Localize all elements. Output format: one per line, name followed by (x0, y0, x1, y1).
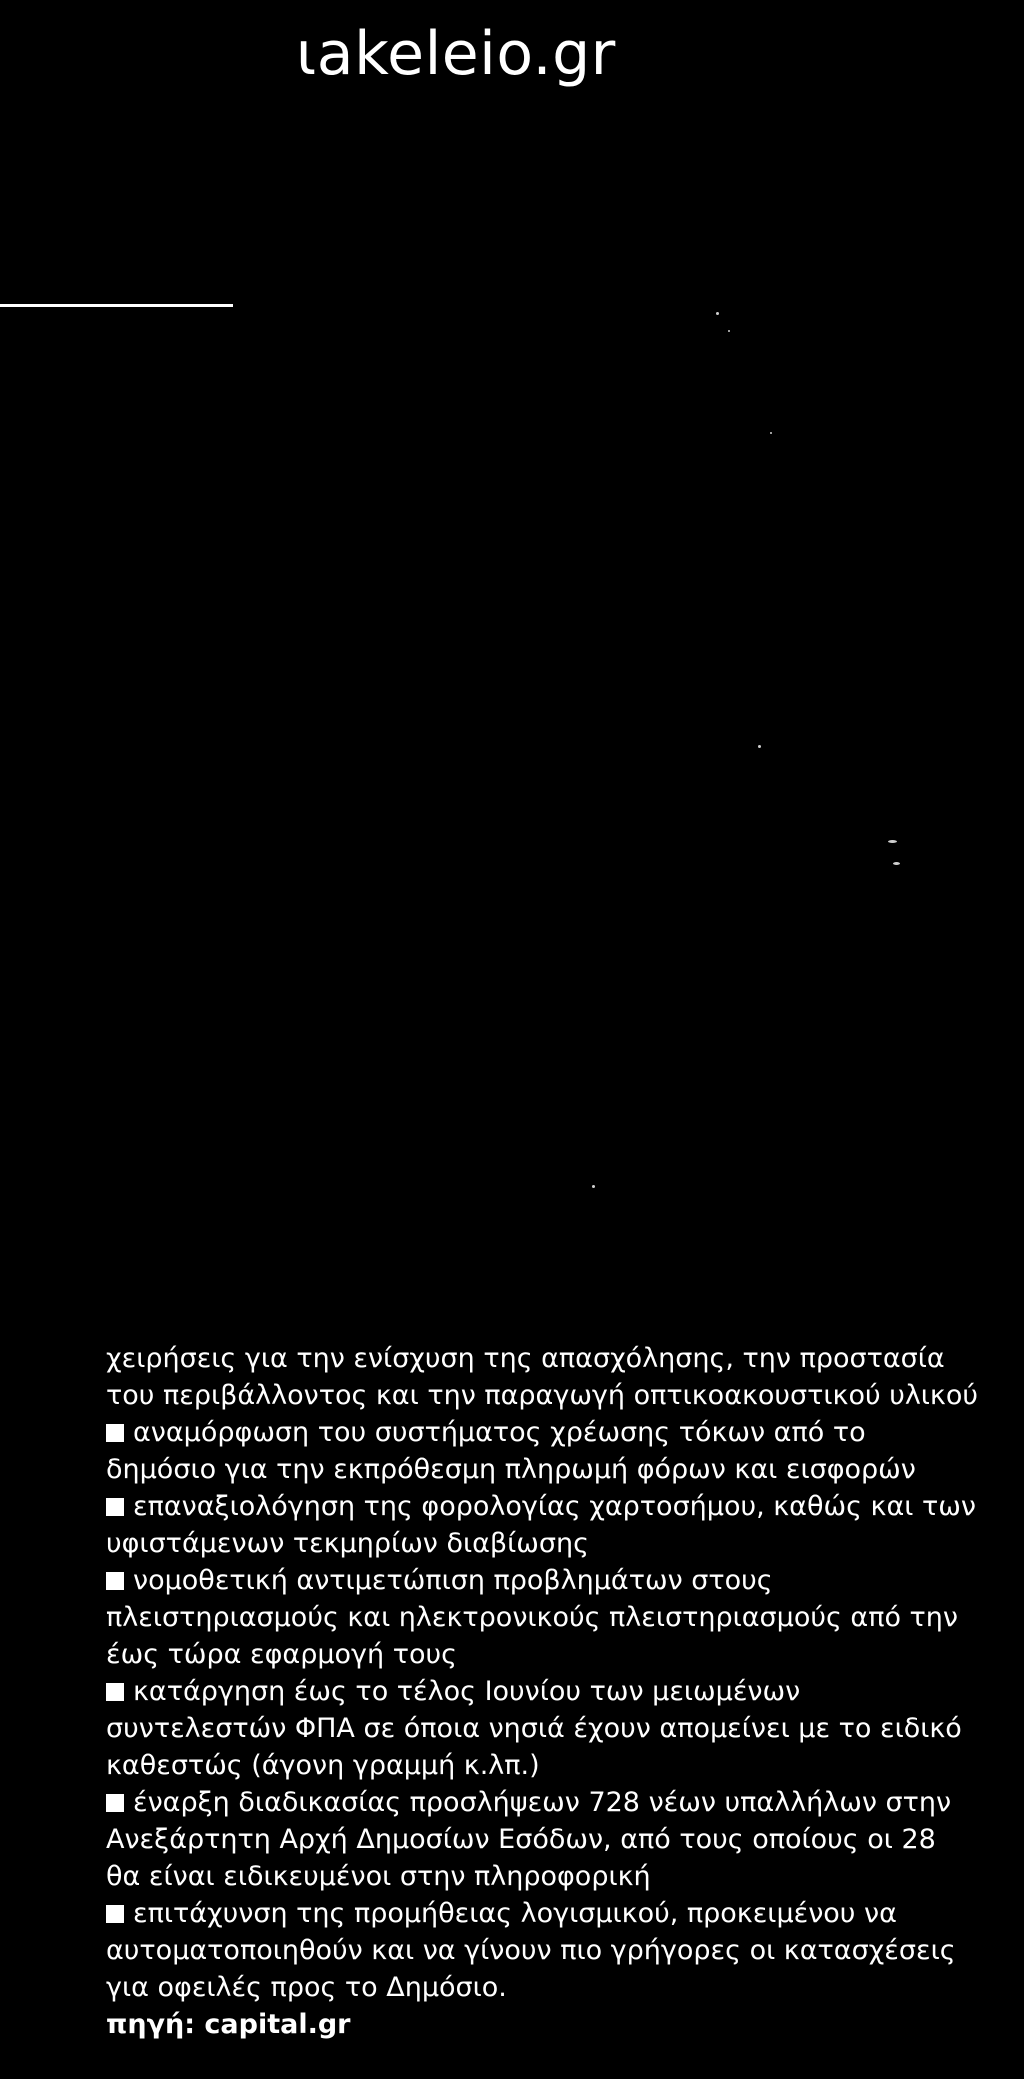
bullet-square-icon (106, 1905, 124, 1923)
divider-rule (0, 304, 233, 307)
bullet-square-icon (106, 1794, 124, 1812)
list-item: νομοθετική αντιμετώπιση προβλημάτων στους πλειστηριασμούς και ηλεκτρονικούς πλειστηριασμούς από την έως τώρα εφαρμογή τους (106, 1565, 959, 1670)
bullet-square-icon (106, 1572, 124, 1590)
bullet-square-icon (106, 1498, 124, 1516)
list-item: επαναξιολόγηση της φορολογίας χαρτοσήμου, καθώς και των υφιστάμενων τεκμηρίων διαβίωσης (106, 1491, 976, 1559)
scan-speck (728, 330, 730, 332)
source-credit: πηγή: capital.gr (106, 2009, 351, 2040)
site-title: ιakeleio.gr (296, 19, 616, 89)
scan-speck (592, 1185, 595, 1188)
scan-speck (770, 432, 772, 434)
list-item: αναμόρφωση του συστήματος χρέωσης τόκων από το δημόσιο για την εκπρόθεσμη πληρωμή φόρων και εισφορών (106, 1417, 916, 1485)
list-item: κατάργηση έως το τέλος Ιουνίου των μειωμένων συντελεστών ΦΠΑ σε όποια νησιά έχουν απομείνει με το ειδικό καθεστώς (άγονη γραμμή κ.λπ.) (106, 1676, 962, 1781)
bullet-square-icon (106, 1683, 124, 1701)
article-intro: χειρήσεις για την ενίσχυση της απασχόλησης, την προστασία του περιβάλλοντος και την παραγωγή οπτικοακουστικού υλικού (106, 1343, 978, 1411)
article-body (106, 1340, 978, 2043)
scan-speck (758, 745, 761, 748)
scan-speck (893, 862, 900, 865)
scan-speck (716, 312, 719, 315)
list-item: έναρξη διαδικασίας προσλήψεων 728 νέων υπαλλήλων στην Ανεξάρτητη Αρχή Δημοσίων Εσόδων, από τους οποίους οι 28 θα είναι ειδικευμένοι στην πληροφορική (106, 1787, 952, 1892)
bullet-square-icon (106, 1424, 124, 1442)
scan-speck (888, 840, 897, 843)
list-item: επιτάχυνση της προμήθειας λογισμικού, προκειμένου να αυτοματοποιηθούν και να γίνουν πιο γρήγορες οι κατασχέσεις για οφειλές προς το Δημόσιο. (106, 1898, 956, 2003)
